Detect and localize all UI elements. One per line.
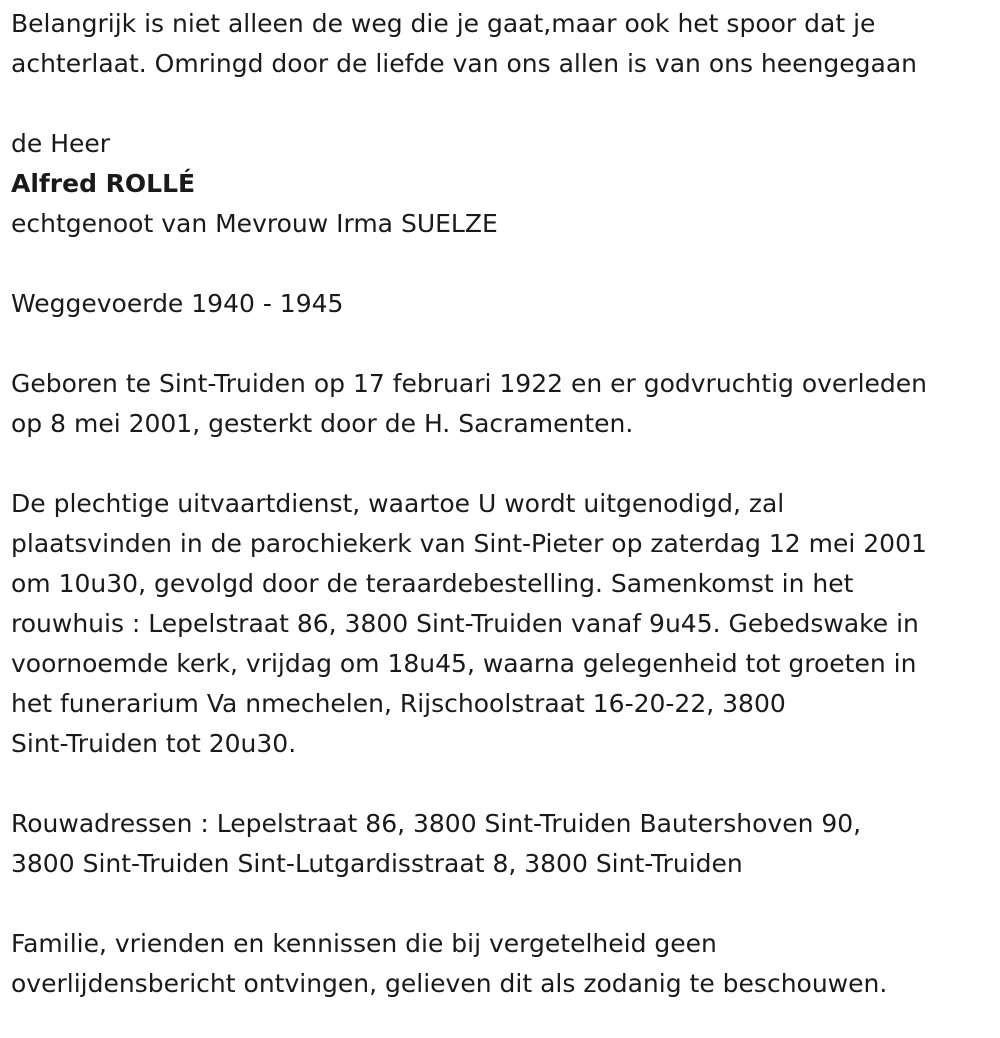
deported-line: Weggevoerde 1940 - 1945 xyxy=(11,289,344,318)
identity-block xyxy=(11,124,996,244)
address-line: 3800 Sint-Truiden Sint-Lutgardisstraat 8, 3800 Sint-Truiden xyxy=(11,849,743,878)
death-notice xyxy=(11,4,996,1004)
funeral-line: De plechtige uitvaartdienst, waartoe U wordt uitgenodigd, zal xyxy=(11,489,785,518)
deceased-name: Alfred ROLLÉ xyxy=(11,169,196,198)
intro-line: Belangrijk is niet alleen de weg die je gaat,maar ook het spoor dat je xyxy=(11,9,876,38)
addresses-paragraph xyxy=(11,804,996,884)
deported-paragraph xyxy=(11,284,996,324)
funeral-line: voornoemde kerk, vrijdag om 18u45, waarna gelegenheid tot groeten in xyxy=(11,649,917,678)
spouse-line: echtgenoot van Mevrouw Irma SUELZE xyxy=(11,209,498,238)
closing-line: overlijdensbericht ontvingen, gelieven dit als zodanig te beschouwen. xyxy=(11,969,888,998)
closing-line: Familie, vrienden en kennissen die bij vergetelheid geen xyxy=(11,929,717,958)
intro-paragraph xyxy=(11,4,996,84)
funeral-line: rouwhuis : Lepelstraat 86, 3800 Sint-Truiden vanaf 9u45. Gebedswake in xyxy=(11,609,919,638)
intro-line: achterlaat. Omringd door de liefde van ons allen is van ons heengegaan xyxy=(11,49,917,78)
birth-death-paragraph xyxy=(11,364,996,444)
funeral-line: plaatsvinden in de parochiekerk van Sint-Pieter op zaterdag 12 mei 2001 xyxy=(11,529,927,558)
birth-death-line: Geboren te Sint-Truiden op 17 februari 1922 en er godvruchtig overleden xyxy=(11,369,928,398)
funeral-line: het funerarium Va nmechelen, Rijschoolstraat 16-20-22, 3800 xyxy=(11,689,786,718)
closing-paragraph xyxy=(11,924,996,1004)
honorific: de Heer xyxy=(11,129,111,158)
birth-death-line: op 8 mei 2001, gesterkt door de H. Sacramenten. xyxy=(11,409,634,438)
address-line: Rouwadressen : Lepelstraat 86, 3800 Sint-Truiden Bautershoven 90, xyxy=(11,809,862,838)
funeral-line: Sint-Truiden tot 20u30. xyxy=(11,729,297,758)
funeral-line: om 10u30, gevolgd door de teraardebestelling. Samenkomst in het xyxy=(11,569,854,598)
funeral-paragraph xyxy=(11,484,996,764)
